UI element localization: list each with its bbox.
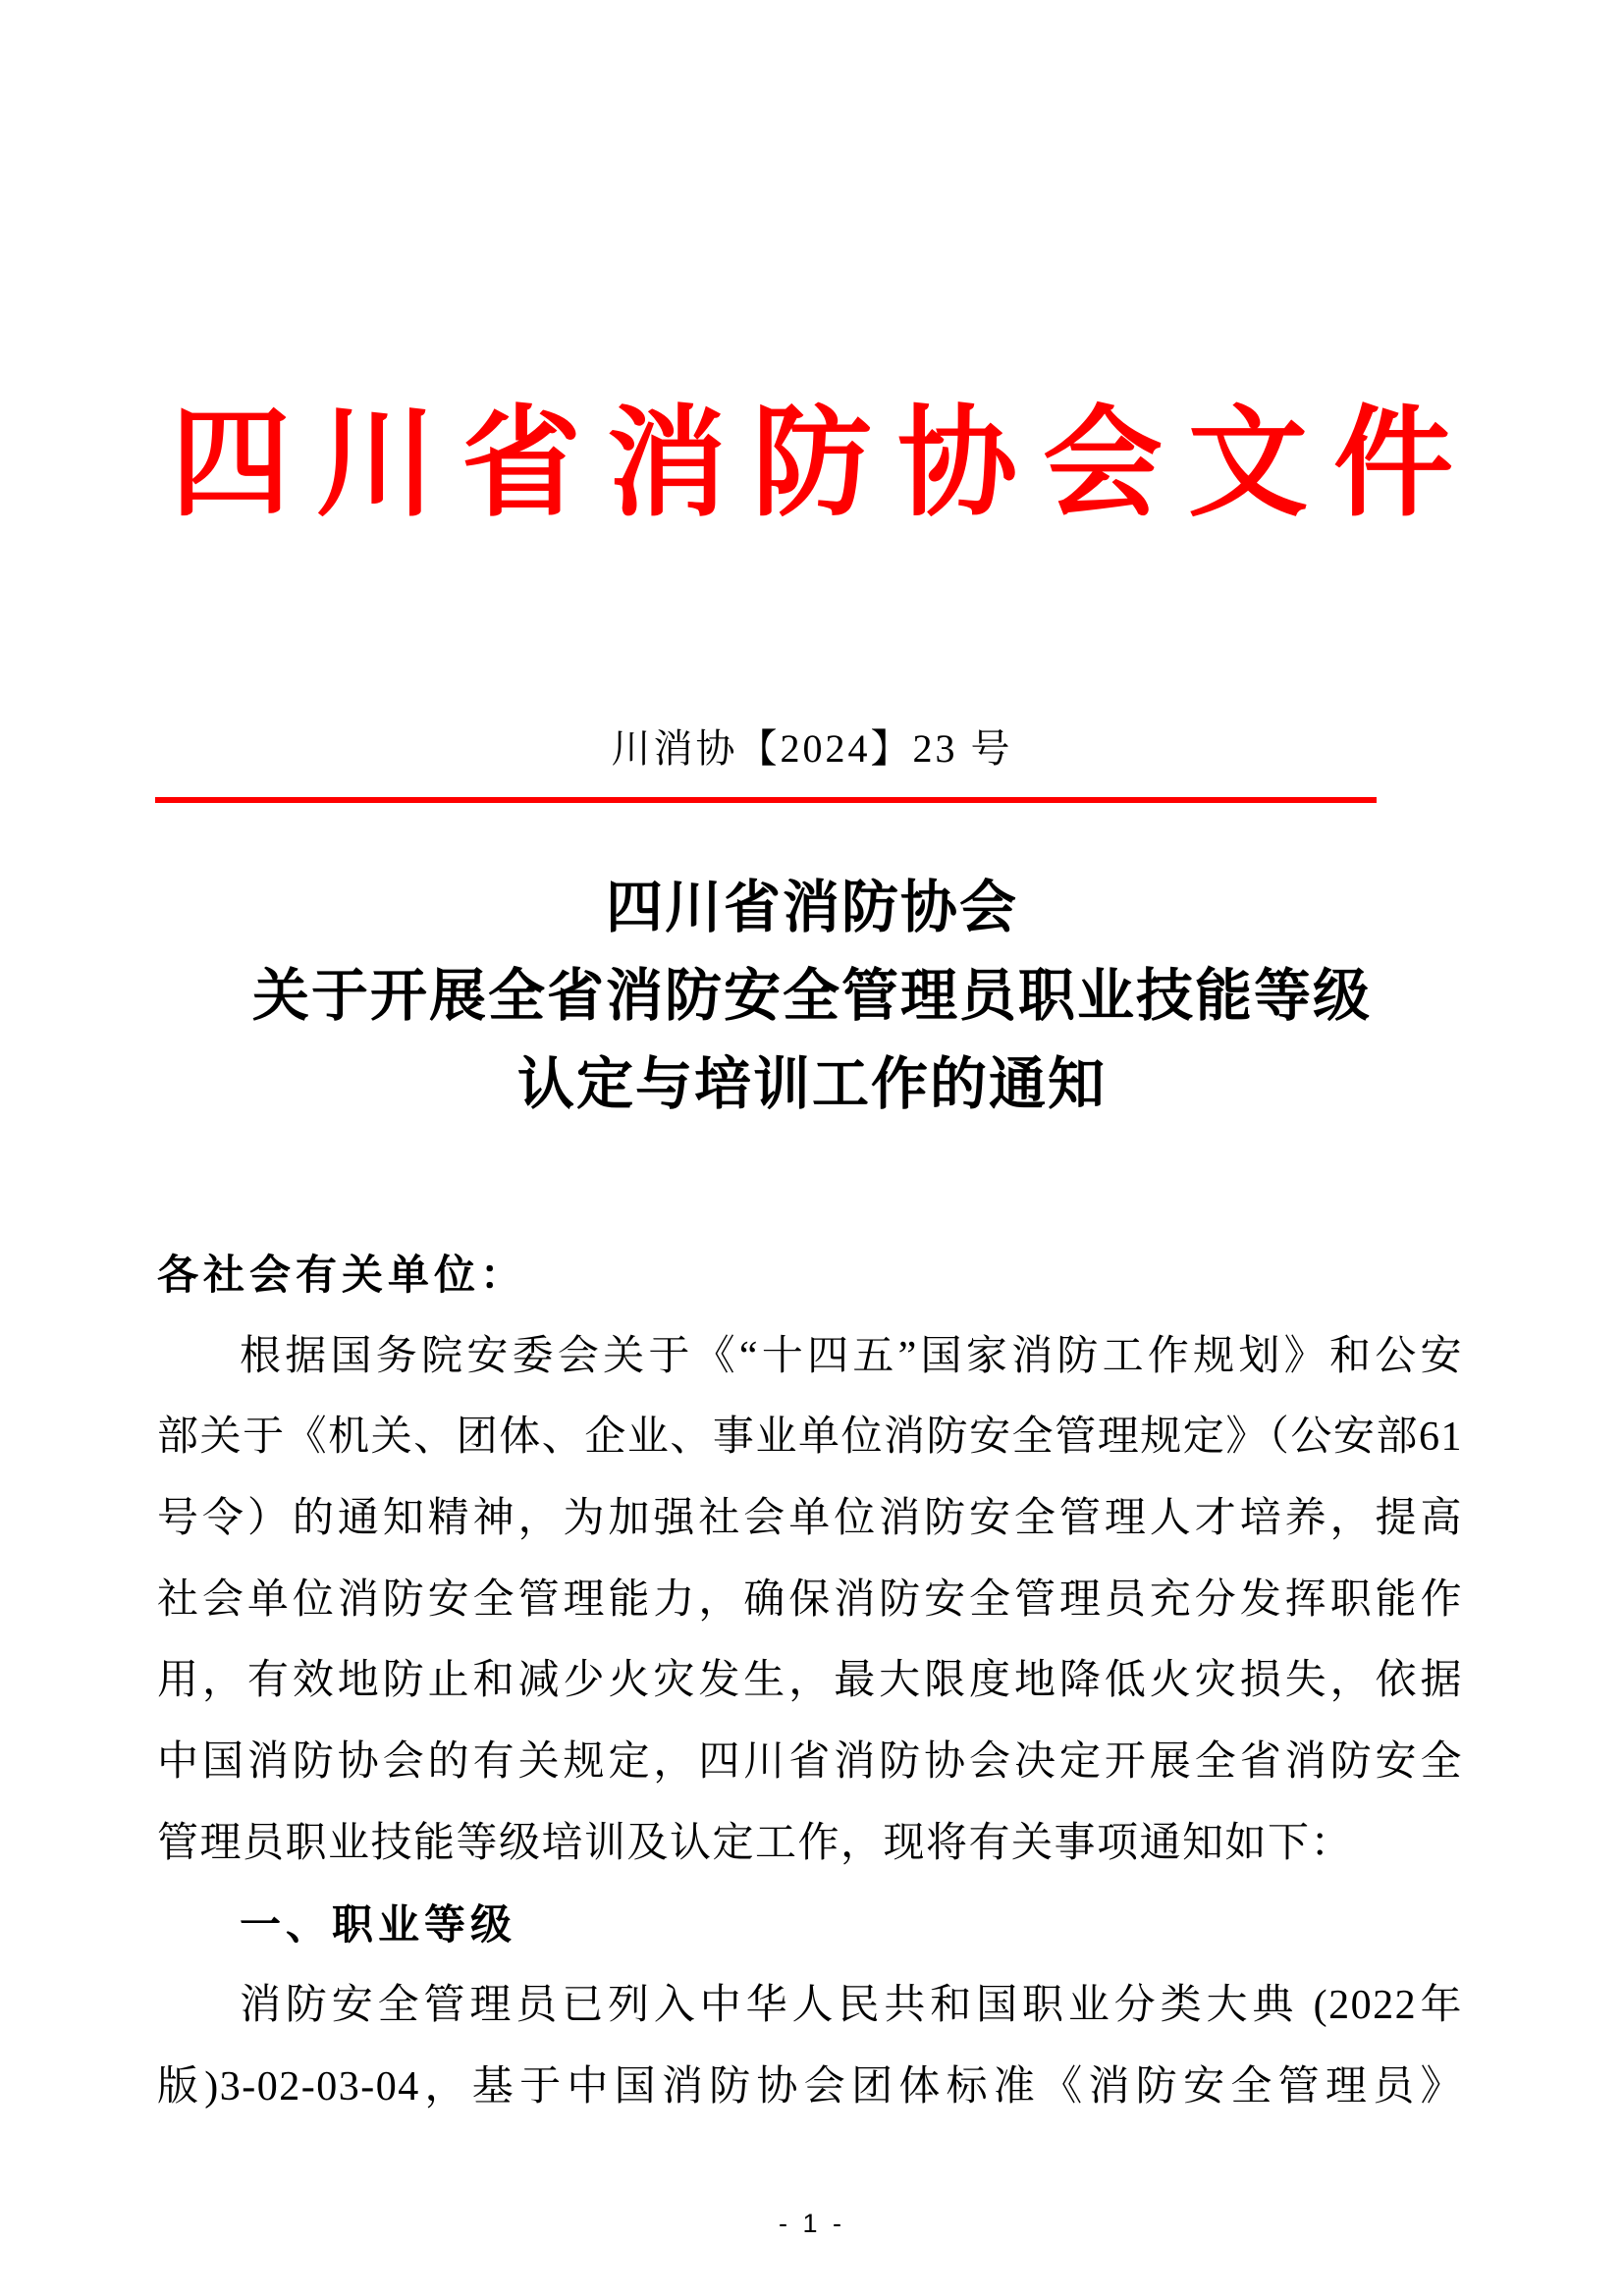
salutation-line: 各社会有关单位： [157,1252,527,1298]
document-title [0,864,1624,1129]
page-number: - 1 - [778,2209,845,2238]
paragraph2-line-2: 版)3-02-03-04，基于中国消防协会团体标准《消防安全管理员》 [157,2063,1463,2109]
paragraph1-line-1: 根据国务院安委会关于《“十四五”国家消防工作规划》和公安 [240,1333,1463,1379]
document-title-line-3: 认定与培训工作的通知 [516,1052,1107,1116]
red-divider-rule [155,797,1377,803]
letterhead-title: 四川省消防协会文件 [171,399,1479,531]
paragraph2-line-1: 消防安全管理员已列入中华人民共和国职业分类大典 (2022年 [240,1983,1463,2029]
document-number: 川消协【2024】23 号 [611,726,1013,771]
paragraph1-line-2: 部关于《机关、团体、企业、事业单位消防安全管理规定》（公安部61 [157,1415,1463,1461]
paragraph1-line-7: 管理员职业技能等级培训及认定工作，现将有关事项通知如下： [157,1820,1354,1866]
paragraph1-line-3: 号令）的通知精神，为加强社会单位消防安全管理人才培养，提高 [157,1496,1463,1542]
document-body [157,1235,1463,2128]
document-title-line-2: 关于开展全省消防安全管理员职业技能等级 [251,964,1372,1028]
paragraph1-line-5: 用，有效地防止和减少火灾发生，最大限度地降低火灾损失，依据 [157,1658,1463,1704]
document-title-line-1: 四川省消防协会 [605,876,1018,939]
paragraph1-line-4: 社会单位消防安全管理能力，确保消防安全管理员充分发挥职能作 [157,1576,1463,1623]
section-heading: 一、职业等级 [240,1900,517,1948]
paragraph1-line-6: 中国消防协会的有关规定，四川省消防协会决定开展全省消防安全 [157,1739,1463,1786]
